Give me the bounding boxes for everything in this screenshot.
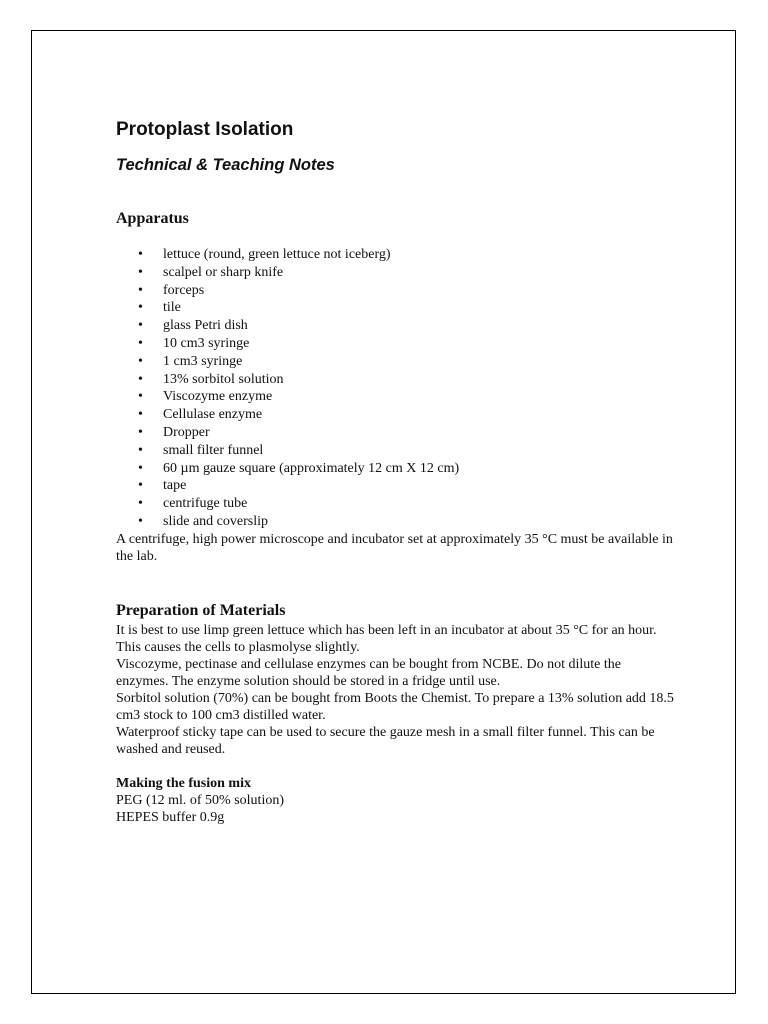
document-subtitle: Technical & Teaching Notes — [116, 156, 335, 174]
paragraph-enzymes: Viscozyme, pectinase and cellulase enzymes can be bought from NCBE. Do not dilute the enzymes. The enzyme solution should be stored in a fridge until use. — [116, 656, 621, 689]
list-item — [116, 513, 676, 531]
list-item — [116, 264, 676, 282]
list-item-text: tape — [163, 478, 187, 494]
list-item — [116, 246, 676, 264]
list-item — [116, 317, 676, 335]
apparatus-list — [116, 246, 676, 531]
list-item-text: 13% sorbitol solution — [163, 371, 284, 387]
bullet-icon: • — [138, 478, 143, 494]
list-item — [116, 388, 676, 406]
list-item — [116, 371, 676, 389]
list-item-text: small filter funnel — [163, 442, 264, 458]
list-item-text: 10 cm3 syringe — [163, 335, 250, 351]
list-item — [116, 477, 676, 495]
list-item-text: Dropper — [163, 424, 210, 440]
fusion-line-hepes: HEPES buffer 0.9g — [116, 809, 225, 825]
list-item — [116, 282, 676, 300]
bullet-icon: • — [138, 247, 143, 262]
list-item-text: centrifuge tube — [163, 496, 248, 512]
list-item-text: slide and coverslip — [163, 513, 268, 529]
document-title: Protoplast Isolation — [116, 119, 294, 140]
list-item-text: lettuce (round, green lettuce not iceberg) — [163, 247, 391, 262]
bullet-icon: • — [138, 264, 143, 280]
list-item-text: 1 cm3 syringe — [163, 353, 243, 369]
centrifuge-note: A centrifuge, high power microscope and incubator set at approximately 35 °C must be available in the lab. — [116, 531, 673, 564]
list-item-text: 60 µm gauze square (approximately 12 cm X 12 cm) — [163, 460, 460, 476]
document-body — [116, 116, 676, 826]
bullet-icon: • — [138, 335, 143, 351]
paragraph-lettuce: It is best to use limp green lettuce which has been left in an incubator at about 35 °C for an hour. This causes the cells to plasmolyse slightly. — [116, 622, 657, 655]
list-item — [116, 353, 676, 371]
list-item-text: Cellulase enzyme — [163, 407, 263, 423]
bullet-icon: • — [138, 300, 143, 316]
list-item — [116, 335, 676, 353]
bullet-icon: • — [138, 496, 143, 512]
paragraph-tape: Waterproof sticky tape can be used to secure the gauze mesh in a small filter funnel. This can be washed and reused. — [116, 724, 655, 757]
bullet-icon: • — [138, 460, 143, 476]
paragraph-sorbitol: Sorbitol solution (70%) can be bought from Boots the Chemist. To prepare a 13% solution add 18.5 cm3 stock to 100 cm3 distilled water. — [116, 690, 674, 723]
list-item — [116, 424, 676, 442]
list-item-text: tile — [163, 300, 181, 316]
materials-heading: Preparation of Materials — [116, 601, 286, 619]
fusion-line-peg: PEG (12 ml. of 50% solution) — [116, 792, 284, 808]
list-item — [116, 442, 676, 460]
list-item-text: forceps — [163, 282, 205, 298]
bullet-icon: • — [138, 513, 143, 529]
list-item — [116, 299, 676, 317]
bullet-icon: • — [138, 407, 143, 423]
bullet-icon: • — [138, 371, 143, 387]
bullet-icon: • — [138, 424, 143, 440]
bullet-icon: • — [138, 282, 143, 298]
fusion-mix-heading: Making the fusion mix — [116, 775, 251, 791]
bullet-icon: • — [138, 442, 143, 458]
bullet-icon: • — [138, 353, 143, 369]
list-item — [116, 495, 676, 513]
list-item-text: Viscozyme enzyme — [163, 389, 273, 405]
bullet-icon: • — [138, 318, 143, 334]
list-item — [116, 460, 676, 478]
bullet-icon: • — [138, 389, 143, 405]
list-item-text: glass Petri dish — [163, 318, 248, 334]
list-item — [116, 406, 676, 424]
list-item-text: scalpel or sharp knife — [163, 264, 284, 280]
apparatus-heading: Apparatus — [116, 210, 189, 227]
